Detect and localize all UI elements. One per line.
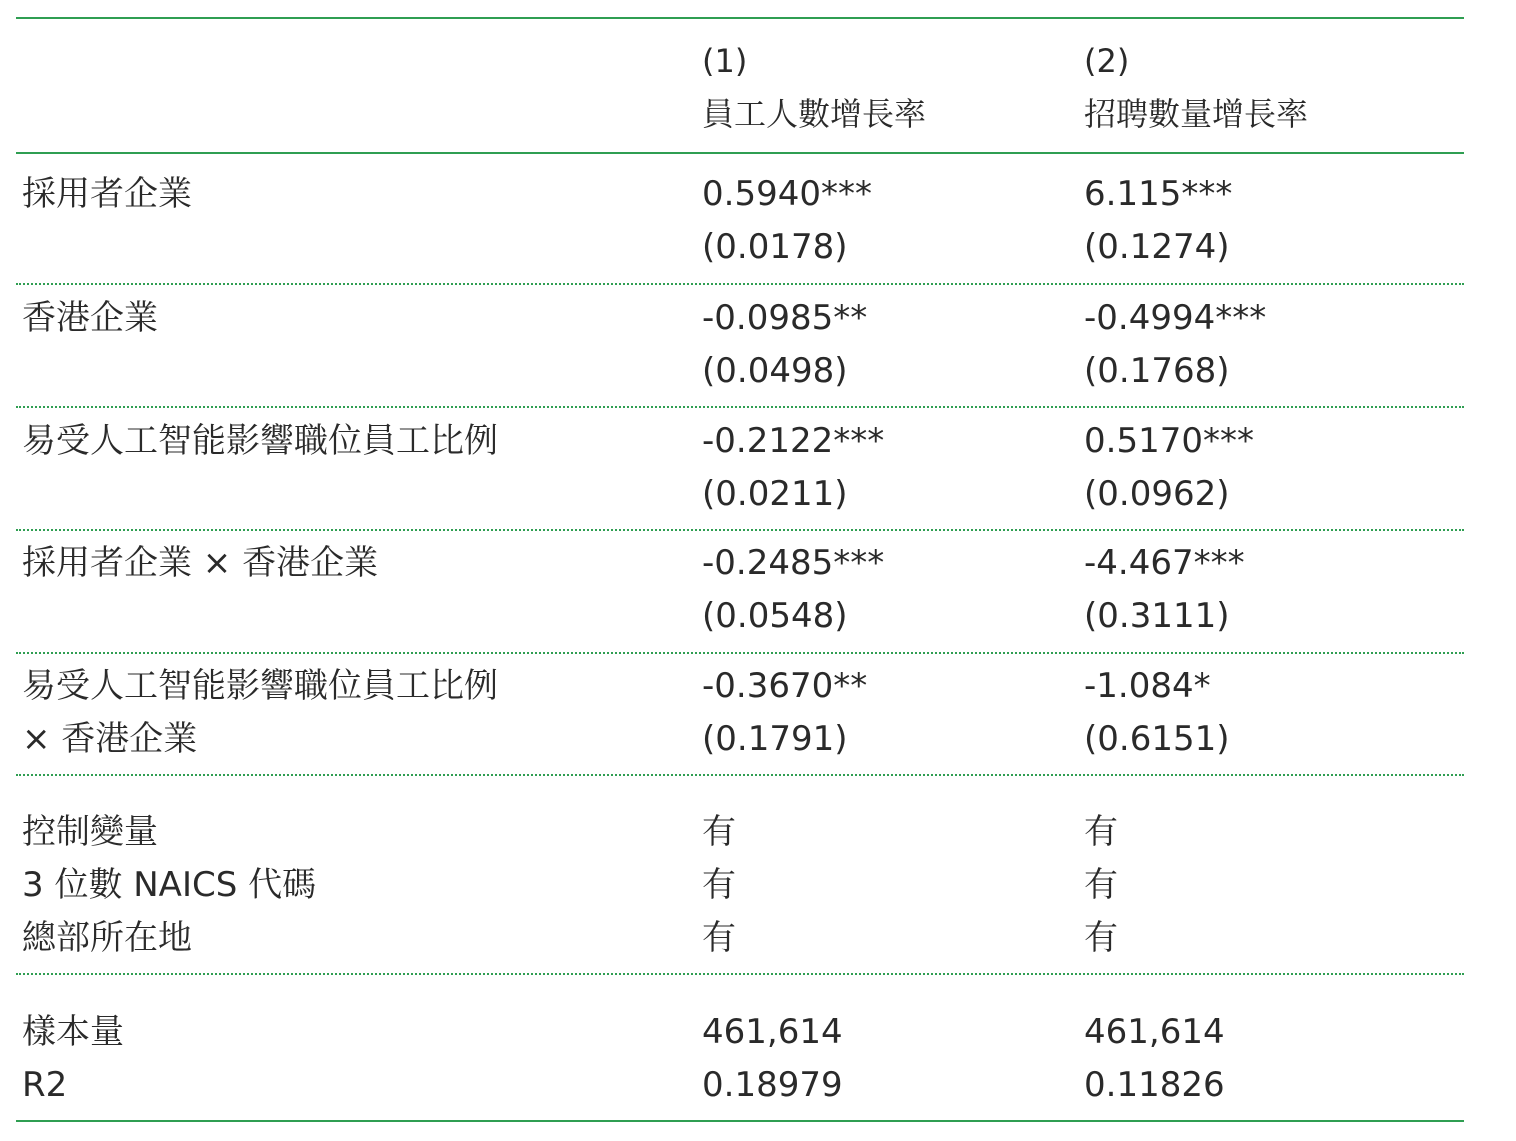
row-label-line: 易受人工智能影響職位員工比例 <box>22 666 498 706</box>
statistic-value: 461,614 <box>1084 1012 1225 1052</box>
row-label-line: R2 <box>22 1065 68 1105</box>
column-1-cell <box>702 537 884 643</box>
standard-error: (0.0962) <box>1084 474 1230 514</box>
coefficient: 0.5940*** <box>702 174 872 214</box>
regression-table <box>16 0 1464 1141</box>
row-label <box>22 806 316 965</box>
column-1-number: (1) <box>702 42 748 80</box>
indicator-value: 有 <box>1084 812 1118 852</box>
row-divider <box>16 774 1464 776</box>
row-label-line: × 香港企業 <box>22 719 198 759</box>
column-1-cell <box>702 168 872 274</box>
column-2-title: 招聘數量增長率 <box>1084 95 1309 133</box>
top-rule <box>16 17 1464 19</box>
row-divider <box>16 529 1464 531</box>
indicator-value: 有 <box>702 918 736 958</box>
column-2-cell <box>1084 806 1118 965</box>
indicator-value: 有 <box>1084 918 1118 958</box>
row-label <box>22 1006 124 1112</box>
standard-error: (0.0498) <box>702 351 848 391</box>
coefficient: -1.084* <box>1084 666 1211 706</box>
statistic-value: 0.11826 <box>1084 1065 1225 1105</box>
coefficient: 0.5170*** <box>1084 421 1254 461</box>
coefficient: -4.467*** <box>1084 543 1245 583</box>
row-label <box>22 415 498 468</box>
indicator-value: 有 <box>702 865 736 905</box>
column-1-cell <box>702 660 867 766</box>
column-1-cell <box>702 806 736 965</box>
indicator-value: 有 <box>702 812 736 852</box>
indicator-value: 有 <box>1084 865 1118 905</box>
row-label-line: 採用者企業 <box>22 174 192 214</box>
coefficient: 6.115*** <box>1084 174 1233 214</box>
column-1-title: 員工人數增長率 <box>702 95 927 133</box>
row-label-line: 樣本量 <box>22 1012 124 1052</box>
row-divider <box>16 652 1464 654</box>
standard-error: (0.1274) <box>1084 227 1230 267</box>
row-label <box>22 660 498 766</box>
standard-error: (0.0211) <box>702 474 848 514</box>
bottom-rule <box>16 1120 1464 1122</box>
header-rule <box>16 152 1464 154</box>
coefficient: -0.3670** <box>702 666 868 706</box>
row-label-line: 香港企業 <box>22 298 158 338</box>
row-label-line: 3 位數 NAICS 代碼 <box>22 865 317 905</box>
column-2-number: (2) <box>1084 42 1130 80</box>
coefficient: -0.0985** <box>702 298 868 338</box>
row-divider <box>16 973 1464 975</box>
column-2-cell <box>1084 415 1254 521</box>
standard-error: (0.1791) <box>702 719 848 759</box>
column-2-header <box>1084 32 1308 138</box>
column-2-cell <box>1084 660 1230 766</box>
row-label <box>22 168 192 221</box>
row-label <box>22 292 158 345</box>
statistic-value: 461,614 <box>702 1012 843 1052</box>
row-label-line: 採用者企業 × 香港企業 <box>22 543 379 583</box>
column-2-cell <box>1084 537 1245 643</box>
column-2-cell <box>1084 168 1232 274</box>
standard-error: (0.3111) <box>1084 596 1230 636</box>
column-1-cell <box>702 292 867 398</box>
standard-error: (0.6151) <box>1084 719 1230 759</box>
row-label <box>22 537 378 590</box>
coefficient: -0.2485*** <box>702 543 885 583</box>
column-2-cell <box>1084 292 1266 398</box>
coefficient: -0.4994*** <box>1084 298 1267 338</box>
row-label-line: 控制變量 <box>22 812 158 852</box>
column-1-header <box>702 32 926 138</box>
row-label-line: 易受人工智能影響職位員工比例 <box>22 421 498 461</box>
standard-error: (0.1768) <box>1084 351 1230 391</box>
standard-error: (0.0178) <box>702 227 848 267</box>
row-divider <box>16 283 1464 285</box>
column-2-cell <box>1084 1006 1225 1112</box>
row-label-line: 總部所在地 <box>22 918 192 958</box>
standard-error: (0.0548) <box>702 596 848 636</box>
column-1-cell <box>702 1006 843 1112</box>
coefficient: -0.2122*** <box>702 421 885 461</box>
statistic-value: 0.18979 <box>702 1065 843 1105</box>
row-divider <box>16 406 1464 408</box>
column-1-cell <box>702 415 884 521</box>
